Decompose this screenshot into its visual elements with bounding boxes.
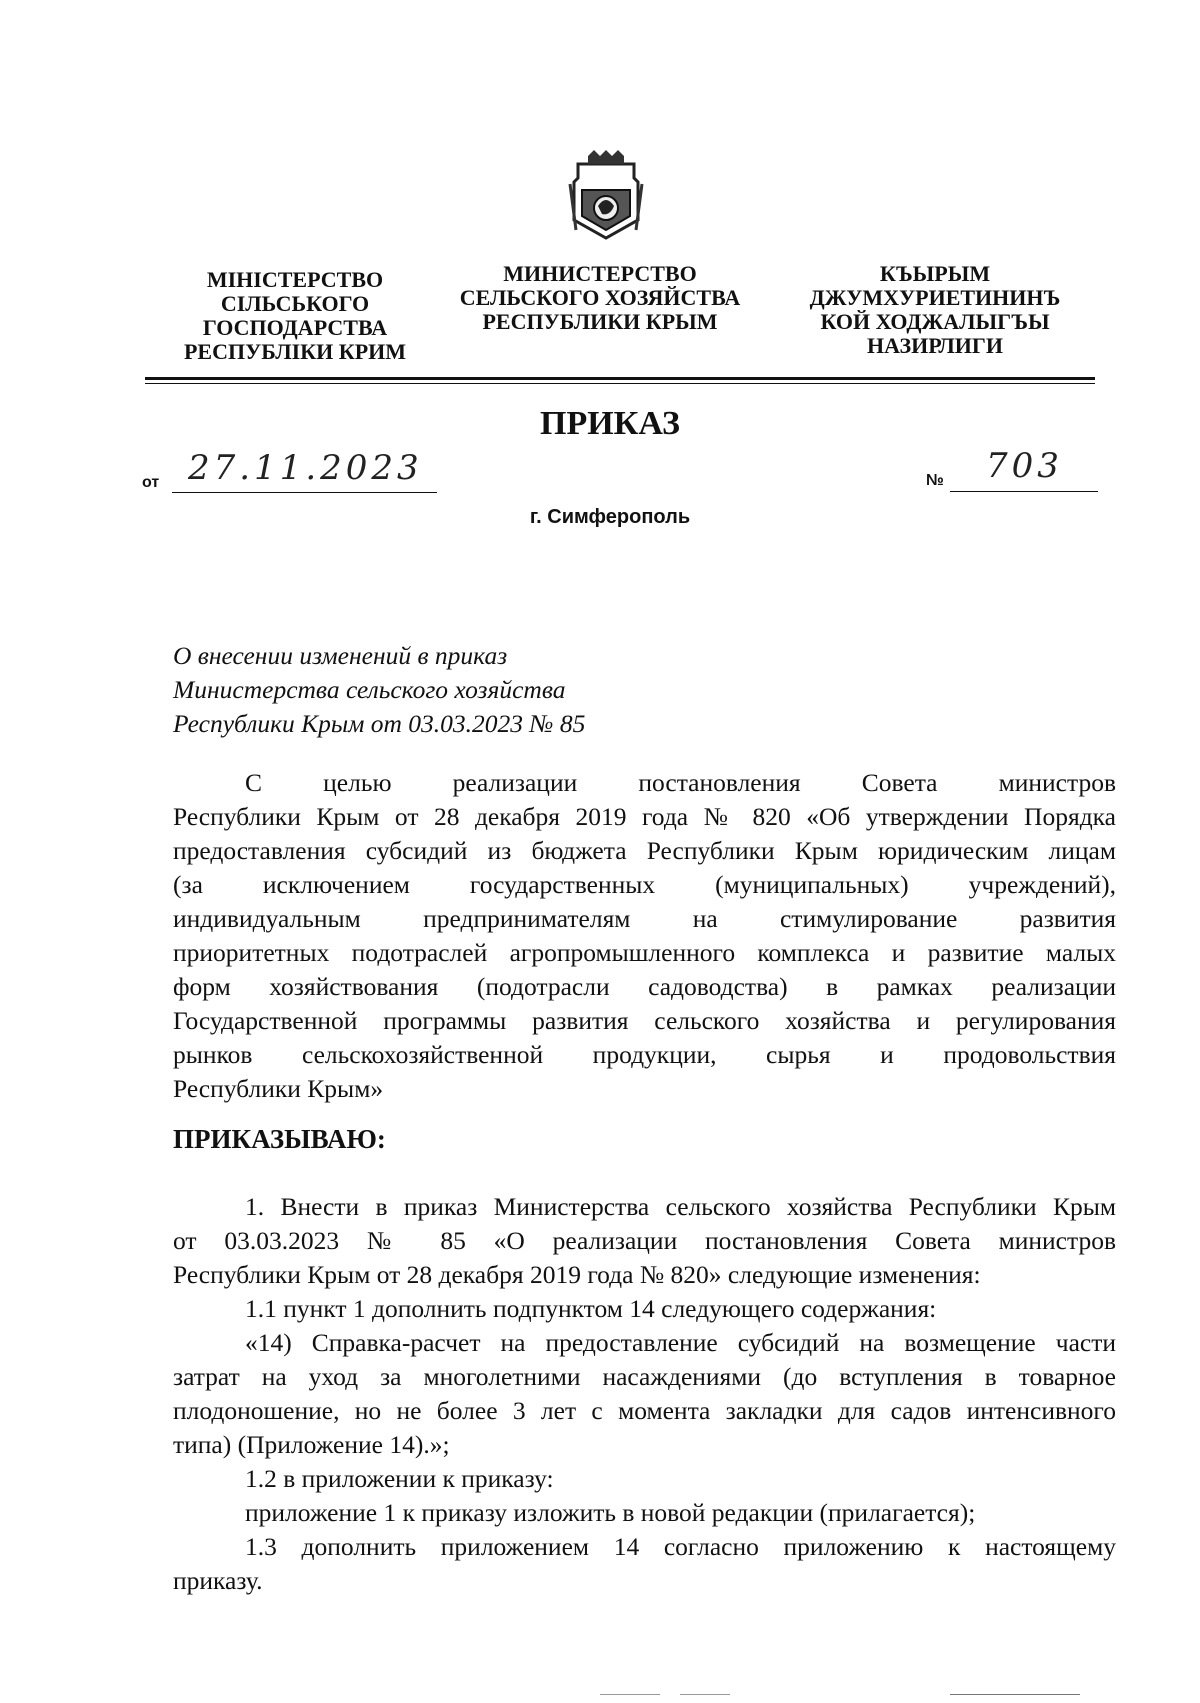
crest-icon xyxy=(566,150,646,240)
item-line: 1.1 пункт 1 дополнить подпунктом 14 следующего содержания: xyxy=(245,1294,937,1323)
preamble-line: форм хозяйствования (подотрасли садоводства) в рамках реализации xyxy=(173,972,1116,1001)
scan-artifact xyxy=(950,1694,1080,1695)
preamble-line: Государственной программы развития сельского хозяйства и регулирования xyxy=(173,1006,1116,1035)
date-underline xyxy=(172,492,437,493)
item-line: затрат на уход за многолетними насаждениями (до вступления в товарное xyxy=(173,1362,1116,1391)
preamble-line: Республики Крым» xyxy=(173,1074,384,1103)
order-number: 703 xyxy=(986,446,1063,486)
item-line: приказу. xyxy=(173,1566,263,1595)
date-prefix: от xyxy=(142,474,160,491)
header-left-line: РЕСПУБЛІКИ КРИМ xyxy=(183,339,407,364)
preamble-line: Республики Крым от 28 декабря 2019 года № 820 «Об утверждении Порядка xyxy=(173,802,1116,831)
header-right-line: КОЙ ХОДЖАЛЫГЪЫ xyxy=(820,309,1050,334)
item-line: типа) (Приложение 14).»; xyxy=(173,1430,450,1459)
subject-line: Республики Крым от 03.03.2023 № 85 xyxy=(173,709,586,738)
header-russian xyxy=(450,262,750,334)
preamble-line: рынков сельскохозяйственной продукции, сырья и продовольствия xyxy=(173,1040,1116,1069)
item-line: 1. Внести в приказ Министерства сельского хозяйства Республики Крым xyxy=(245,1192,1116,1221)
order-date: 27.11.2023 xyxy=(188,448,423,488)
header-left-line: СІЛЬСЬКОГО xyxy=(220,291,370,316)
item-line: 1.3 дополнить приложением 14 согласно приложению к настоящему xyxy=(245,1532,1116,1561)
header-left-line: МІНІСТЕРСТВО xyxy=(206,267,384,292)
scan-artifact xyxy=(600,1694,660,1695)
item-line: от 03.03.2023 № 85 «О реализации постановления Совета министров xyxy=(173,1226,1116,1255)
scan-artifact xyxy=(680,1694,730,1695)
item-line: 1.2 в приложении к приказу: xyxy=(245,1464,554,1493)
header-divider-thin xyxy=(145,383,1095,384)
subject-block xyxy=(173,639,773,741)
order-items xyxy=(173,1190,1116,1598)
subject-line: О внесении изменений в приказ xyxy=(173,641,508,670)
header-center-line: СЕЛЬСКОГО ХОЗЯЙСТВА xyxy=(459,285,741,310)
item-line: приложение 1 к приказу изложить в новой редакции (прилагается); xyxy=(245,1498,976,1527)
header-divider xyxy=(145,377,1095,380)
preamble-line: предоставления субсидий из бюджета Республики Крым юридическим лицам xyxy=(173,836,1116,865)
header-center-line: МИНИСТЕРСТВО xyxy=(503,261,697,286)
number-prefix: № xyxy=(926,472,944,489)
subject-line: Министерства сельского хозяйства xyxy=(173,675,566,704)
item-line: Республики Крым от 28 декабря 2019 года № 820» следующие изменения: xyxy=(173,1260,981,1289)
header-center-line: РЕСПУБЛИКИ КРЫМ xyxy=(482,309,718,334)
header-ukrainian xyxy=(170,268,420,364)
header-right-line: ДЖУМХУРИЕТИНИНЪ xyxy=(809,285,1061,310)
preamble-line: С целью реализации постановления Совета министров xyxy=(245,768,1116,797)
number-underline xyxy=(950,491,1098,492)
header-right-line: КЪЫРЫМ xyxy=(879,261,991,286)
coat-of-arms-emblem xyxy=(566,150,646,240)
city: г. Симферополь xyxy=(529,506,691,528)
preamble xyxy=(173,766,1116,1106)
item-line: «14) Справка-расчет на предоставление субсидий на возмещение части xyxy=(245,1328,1116,1357)
preamble-line: (за исключением государственных (муниципальных) учреждений), xyxy=(173,870,1116,899)
header-crimean-tatar xyxy=(790,262,1080,358)
item-line: плодоношение, но не более 3 лет с момента закладки для садов интенсивного xyxy=(173,1396,1116,1425)
order-word: ПРИКАЗЫВАЮ: xyxy=(173,1124,386,1154)
header-left-line: ГОСПОДАРСТВА xyxy=(202,315,388,340)
document-title: ПРИКАЗ xyxy=(540,405,680,442)
header-right-line: НАЗИРЛИГИ xyxy=(867,333,1003,358)
preamble-line: приоритетных подотраслей агропромышленного комплекса и развитие малых xyxy=(173,938,1116,967)
preamble-line: индивидуальным предпринимателям на стимулирование развития xyxy=(173,904,1116,933)
